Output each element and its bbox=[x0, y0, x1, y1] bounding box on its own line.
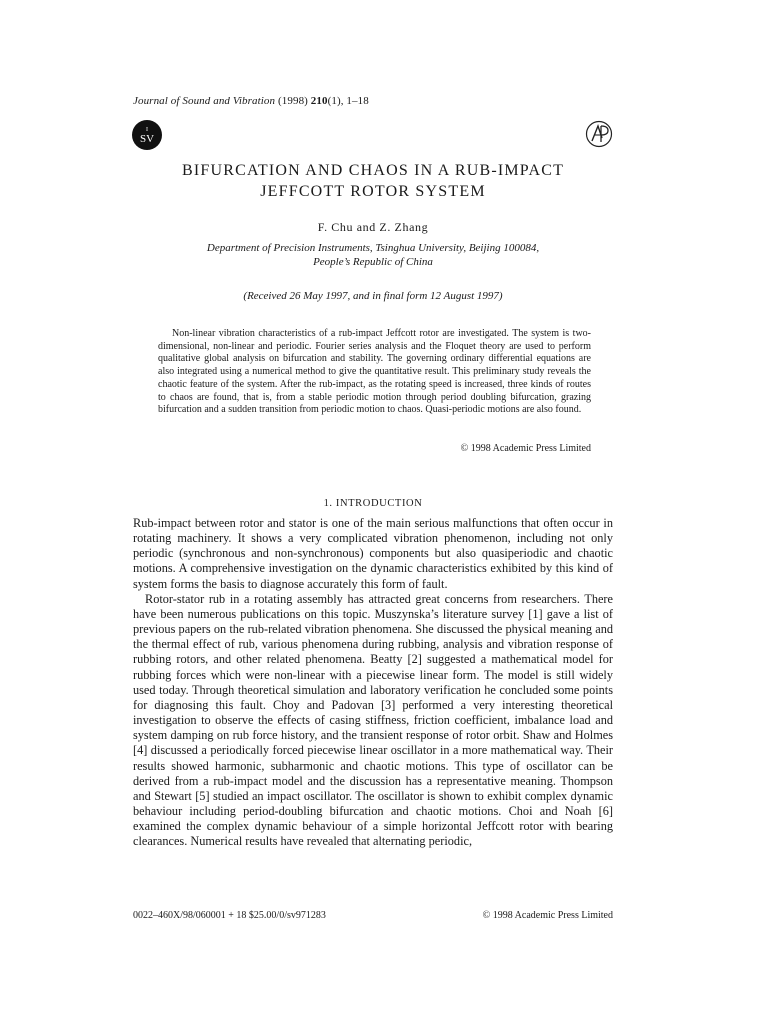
intro-paragraph-1: Rub-impact between rotor and stator is one of the main serious malfunctions that often occur in rotating machinery. It shows a very complicated vibration phenomenon, including not only periodic (synchronous and non-synchronous) components but also quasiperiodic and chaotic motions. A comprehensive investigation on the dynamic characteristics exhibited by this kind of system forms the basis to diagnose accurately this form of fault. bbox=[133, 516, 613, 591]
paper-authors: F. Chu and Z. Zhang bbox=[317, 220, 429, 234]
abstract-text: Non-linear vibration characteristics of a rub-impact Jeffcott rotor are investigated. The system is two-dimensional, non-linear and periodic. Fourier series analysis and the Floquet theory are used to perform qualitative global analysis on bifurcation and stability. The governing ordinary differential equations are also integrated using a numerical method to give the quantitative result. This preliminary study reveals the chaotic feature of the system. After the rub-impact, as the rotating speed is increased, three kinds of routes to chaos are found, that is, from a stable periodic motion through period doubling bifurcation, grazing bifurcation and a sudden transition from periodic motion to chaos. Quasi-periodic motions are also found. bbox=[158, 328, 591, 416]
affiliation-line-2: People’s Republic of China bbox=[313, 256, 433, 268]
paper-title-line-1: BIFURCATION AND CHAOS IN A RUB-IMPACT bbox=[181, 162, 565, 179]
affiliation-line-1: Department of Precision Instruments, Tsinghua University, Beijing 100084, bbox=[206, 242, 540, 254]
author-affiliation bbox=[133, 241, 613, 269]
journal-citation bbox=[133, 95, 369, 107]
sv-logo-small-text: I bbox=[146, 127, 148, 133]
footer-copyright: © 1998 Academic Press Limited bbox=[482, 910, 613, 921]
received-dates: (Received 26 May 1997, and in final form 12 August 1997) bbox=[243, 290, 503, 302]
footer-code: 0022–460X/98/060001 + 18 $25.00/0/sv971283 bbox=[133, 910, 326, 921]
sv-logo-icon bbox=[132, 120, 162, 150]
academic-press-logo-icon bbox=[585, 120, 613, 148]
paper-title-line-2: JEFFCOTT ROTOR SYSTEM bbox=[260, 183, 486, 200]
section-heading-introduction: 1. INTRODUCTION bbox=[323, 498, 423, 509]
paper-title bbox=[133, 160, 613, 202]
abstract-copyright: © 1998 Academic Press Limited bbox=[460, 443, 591, 454]
intro-paragraph-2: Rotor-stator rub in a rotating assembly has attracted great concerns from researchers. There have been numerous publications on this topic. Muszynska’s literature survey [1] gave a list of previous papers on the rub-related vibration phenomena. She discussed the physical meaning and the thermal effect of rub, various phenomena during rubbing, analysis and vibration response of rubbing rotors, and other related phenomena. Beatty [2] suggested a mathematical model for rubbing forces which were non-linear with a piecewise linear form. The model is still widely used today. Through theoretical simulation and laboratory verification he concluded some points for diagnosing this fault. Choy and Padovan [3] performed a very interesting theoretical investigation to observe the effects of casing stiffness, friction coefficient, imbalance load and system damping on rub force history, and the transient response of rotor orbit. Shaw and Holmes [4] discussed a periodically forced piecewise linear oscillator in a more mathematical way. Their results showed harmonic, subharmonic and chaotic motions. This type of oscillator can be derived from a rub-impact model and the discussion has a representative meaning. Thompson and Stewart [5] studied an impact oscillator. The oscillator is shown to exhibit complex dynamic behaviour including period-doubling bifurcation and chaotic motions. Choi and Noah [6] examined the complex dynamic behaviour of a simple horizontal Jeffcott rotor with bearing clearances. Numerical results have revealed that alternating periodic, bbox=[133, 591, 613, 849]
journal-issue-pages: (1), 1–18 bbox=[327, 95, 369, 107]
journal-volume: 210 bbox=[310, 95, 328, 107]
sv-logo-text: SV bbox=[139, 133, 155, 145]
introduction-body bbox=[133, 516, 613, 849]
journal-name: Journal of Sound and Vibration bbox=[133, 95, 276, 107]
journal-year: (1998) bbox=[278, 95, 308, 107]
